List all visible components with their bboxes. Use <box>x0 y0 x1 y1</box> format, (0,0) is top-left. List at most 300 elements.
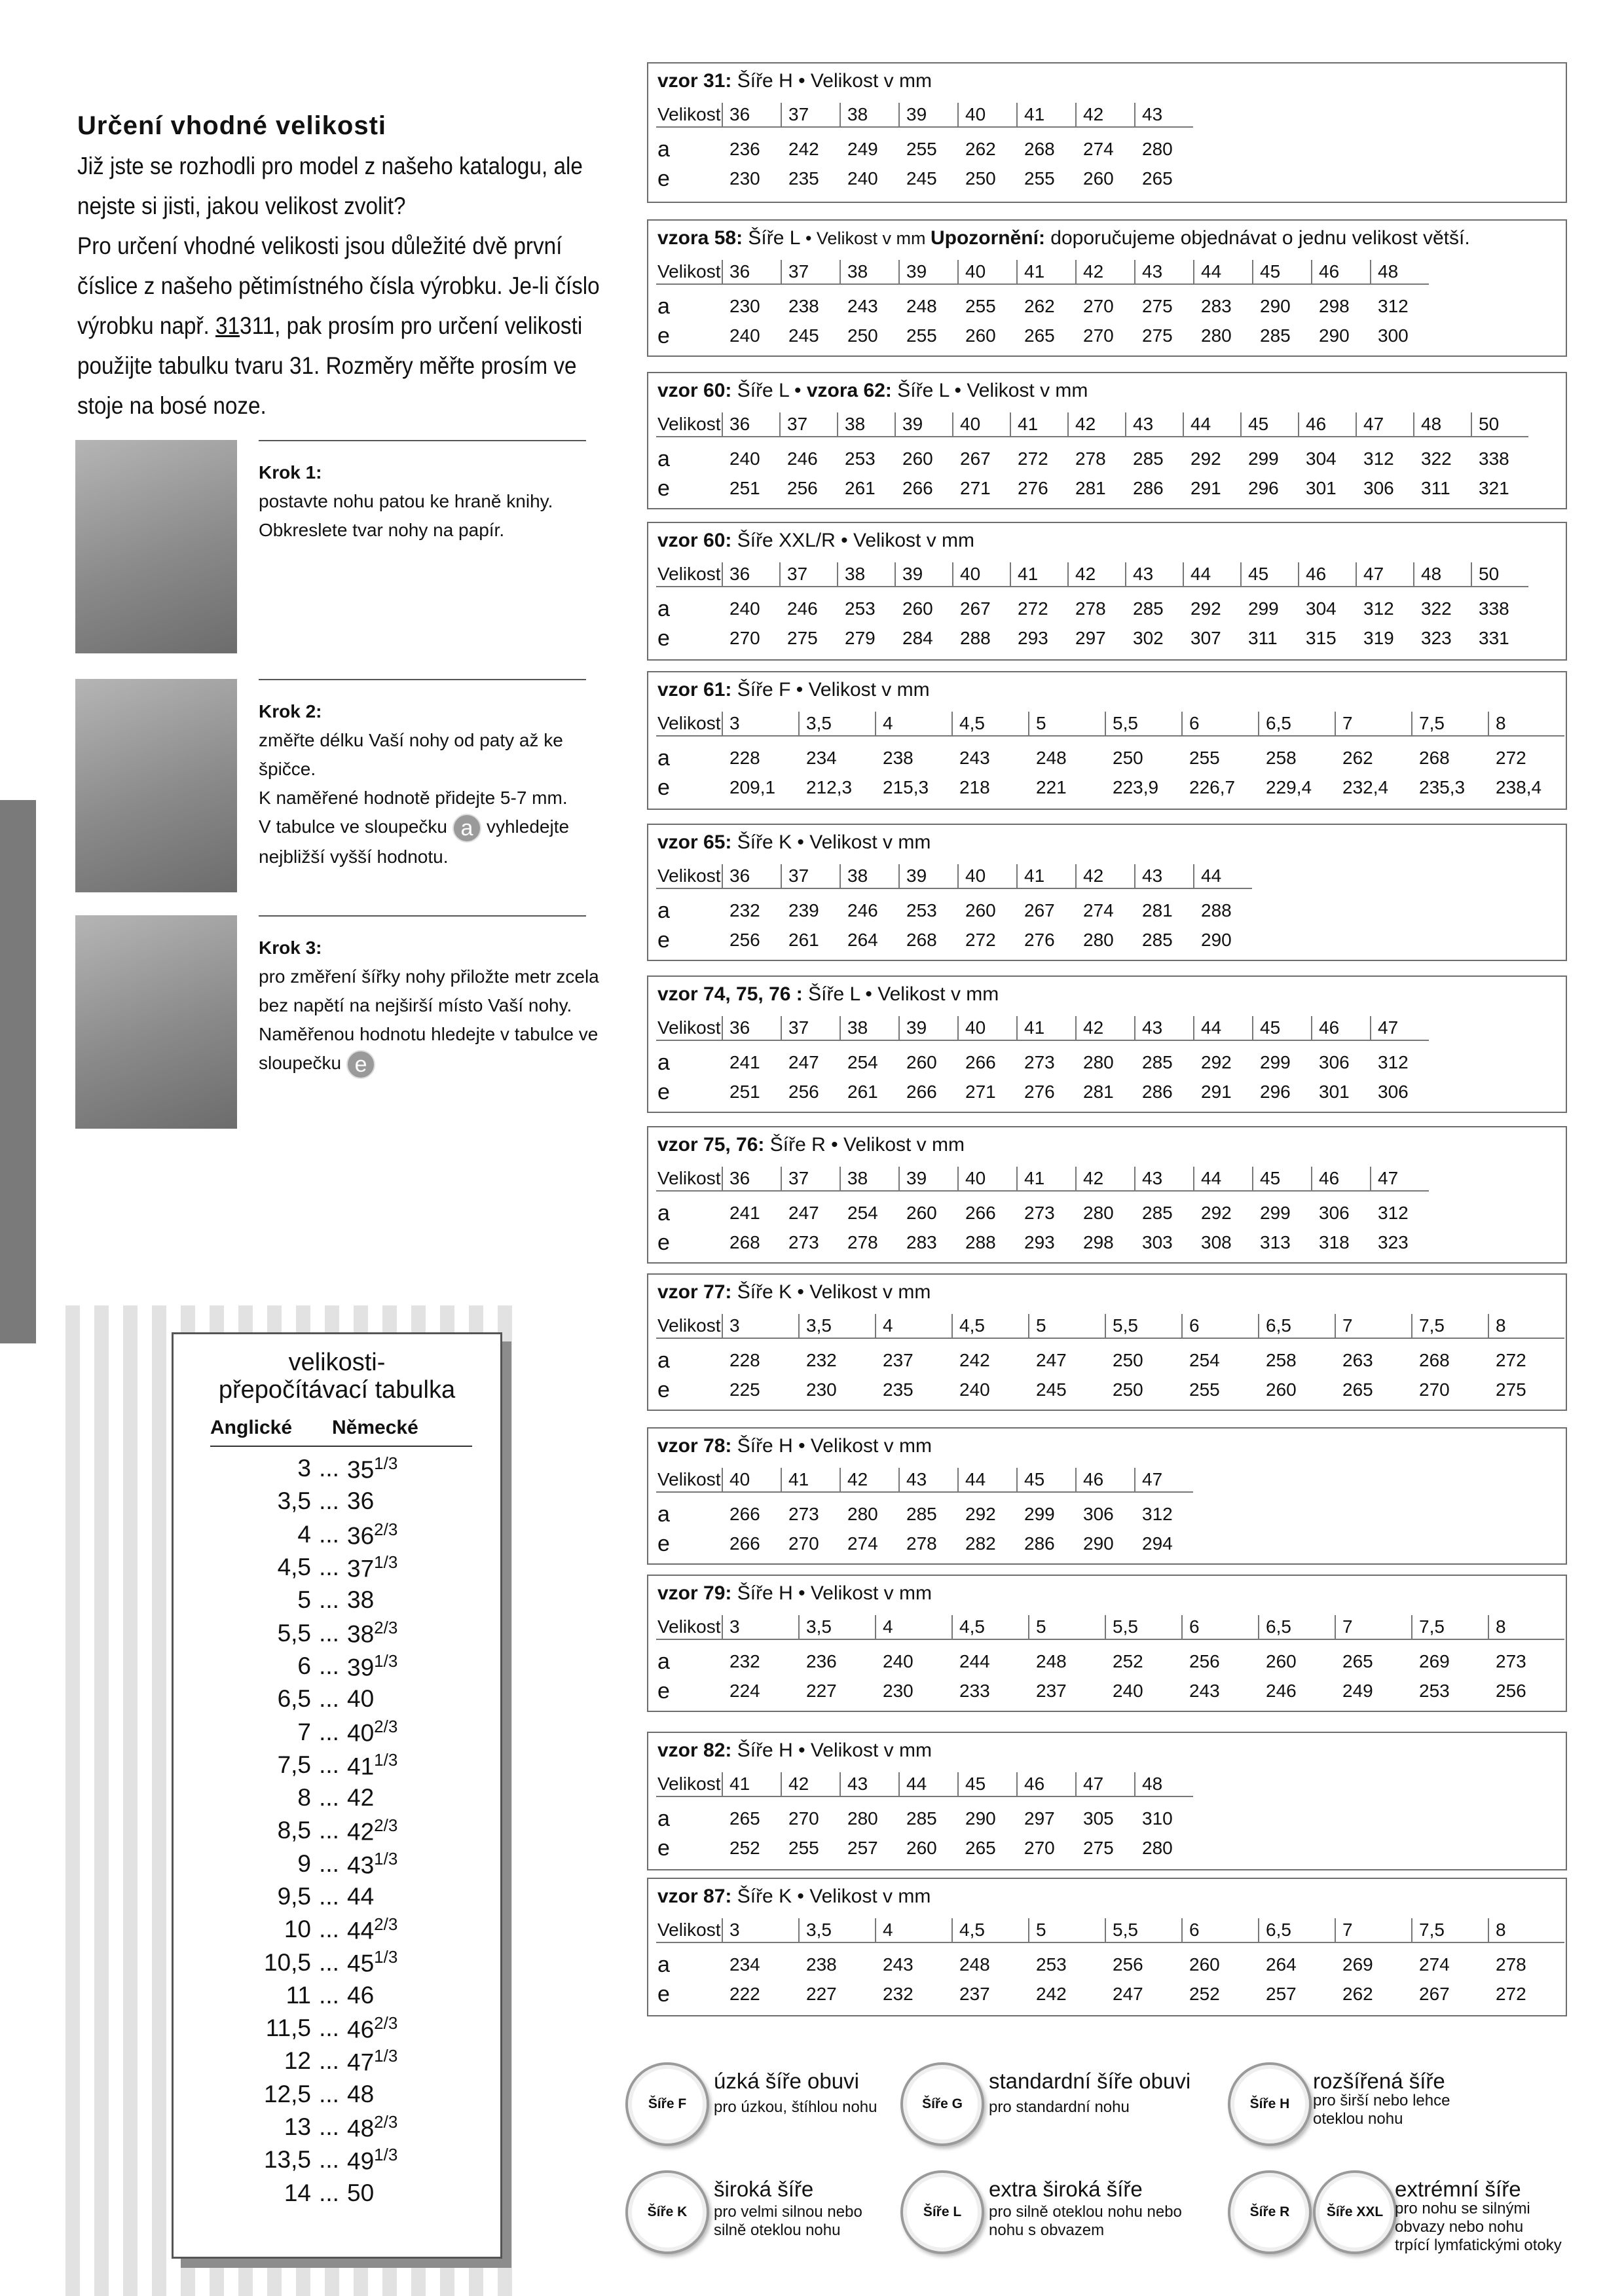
unit-label: • Velikost v mm <box>860 983 999 1005</box>
measure-cell: 271 <box>960 478 991 498</box>
size-cell: 41 <box>781 1468 840 1491</box>
model-label: vzora 62: <box>806 380 892 401</box>
measure-cell: 276 <box>1024 930 1055 950</box>
step-title: Krok 1: <box>259 462 322 483</box>
row-label: e <box>657 166 670 191</box>
size-cell: 46 <box>1311 260 1370 283</box>
dots: ... <box>319 2014 339 2042</box>
size-table <box>647 1427 1567 1565</box>
measure-cell: 291 <box>1190 478 1221 498</box>
row-label: e <box>657 927 670 953</box>
measure-cell: 290 <box>1083 1533 1114 1554</box>
german-size-value: 36 <box>347 1487 375 1515</box>
german-size-value: 40 <box>347 1719 375 1747</box>
measure-cell: 280 <box>1083 1052 1114 1072</box>
model-label: vzor 61: <box>657 679 732 701</box>
size-cell: 44 <box>1183 562 1240 586</box>
measure-cell: 242 <box>959 1350 990 1370</box>
measure-cell: 256 <box>1189 1651 1220 1671</box>
width-badge: Šíře R <box>1228 2170 1312 2254</box>
measure-cell: 237 <box>883 1350 913 1370</box>
width-label: Šíře L <box>731 380 789 401</box>
measure-cell: 266 <box>906 1082 937 1102</box>
measure-cell: 243 <box>959 748 990 768</box>
step-text: vyhledejte <box>486 816 570 837</box>
german-size-fraction: 1/3 <box>374 1947 398 1967</box>
width-label: Šíře H <box>731 1740 793 1761</box>
measure-cell: 248 <box>959 1954 990 1975</box>
row-label: a <box>657 446 670 471</box>
measure-cell: 299 <box>1260 1203 1291 1223</box>
size-header-row <box>656 712 1564 737</box>
english-size: 14 <box>284 2179 311 2206</box>
measure-cell: 209,1 <box>729 777 776 797</box>
german-size-value: 45 <box>347 1950 375 1977</box>
size-cell: 43 <box>840 1772 898 1796</box>
measure-cell: 238,4 <box>1496 777 1542 797</box>
unit-label: • Velikost v mm <box>949 380 1088 401</box>
german-size <box>347 1685 465 1713</box>
measure-cell: 290 <box>1319 325 1350 346</box>
german-size-fraction: 1/3 <box>374 1848 398 1868</box>
table-title <box>657 380 1088 402</box>
measure-cell: 315 <box>1306 628 1337 648</box>
german-size-fraction: 2/3 <box>374 1914 398 1935</box>
size-cell: 47 <box>1356 562 1413 586</box>
size-header-row <box>656 1918 1564 1943</box>
length-row-a <box>656 596 1528 621</box>
size-cell: 7 <box>1335 1615 1411 1639</box>
dots: ... <box>319 1850 339 1877</box>
size-cell: 40 <box>957 103 1016 126</box>
size-cell: 44 <box>898 1772 957 1796</box>
conversion-title <box>174 1349 500 1404</box>
measure-cell: 253 <box>1419 1681 1450 1701</box>
step-line: Obkreslete tvar nohy na papír. <box>259 520 505 540</box>
measure-cell: 244 <box>959 1651 990 1671</box>
size-cell: 50 <box>1471 562 1528 586</box>
measure-cell: 292 <box>1190 598 1221 619</box>
width-description-line: pro širší nebo lehce <box>1313 2092 1450 2109</box>
column-a-marker: a <box>452 814 481 843</box>
row-label: a <box>657 1806 670 1831</box>
english-size: 3,5 <box>277 1487 311 1515</box>
size-cell: 7,5 <box>1411 712 1488 735</box>
width-label: Šíře L <box>802 983 860 1005</box>
width-badge: Šíře H <box>1228 2062 1312 2146</box>
column-header-german: Německé <box>332 1417 418 1438</box>
size-cell: 42 <box>1075 864 1134 888</box>
measure-cell: 272 <box>1496 1350 1526 1370</box>
conversion-row <box>174 2177 500 2210</box>
width-row-e <box>656 1377 1564 1402</box>
measure-cell: 260 <box>902 598 933 619</box>
size-cell: 4,5 <box>951 1314 1028 1338</box>
size-table <box>647 1878 1567 2016</box>
intro-underlined-digits: 31 <box>215 312 240 339</box>
measure-cell: 261 <box>788 930 819 950</box>
measure-cell: 298 <box>1083 1232 1114 1252</box>
size-cell: 38 <box>837 412 895 436</box>
row-label: e <box>657 1678 670 1704</box>
measure-cell: 226,7 <box>1189 777 1236 797</box>
size-table <box>647 1126 1567 1264</box>
size-cell: 8 <box>1488 712 1564 735</box>
measure-cell: 286 <box>1024 1533 1055 1554</box>
row-label: Velikost <box>657 261 721 282</box>
german-size <box>347 1947 465 1977</box>
row-label: e <box>657 1981 670 2007</box>
size-cell: 40 <box>957 1167 1016 1190</box>
measure-cell: 266 <box>902 478 933 498</box>
measure-cell: 249 <box>1342 1681 1373 1701</box>
measure-cell: 272 <box>1018 598 1048 619</box>
conversion-header <box>210 1417 472 1447</box>
english-size: 8,5 <box>277 1817 311 1844</box>
english-size: 4,5 <box>277 1554 311 1581</box>
measure-cell: 267 <box>960 598 991 619</box>
measure-cell: 312 <box>1363 598 1394 619</box>
size-cell: 40 <box>957 864 1016 888</box>
row-label: Velikost <box>657 713 721 733</box>
size-cell: 5 <box>1028 1918 1105 1942</box>
size-cell: 5 <box>1028 1314 1105 1338</box>
intro-line: Pro určení vhodné velikosti jsou důležité dvě první <box>77 232 563 259</box>
measure-cell: 304 <box>1306 448 1337 469</box>
size-cell: 4,5 <box>951 1918 1028 1942</box>
unit-label: • Velikost v mm <box>792 1740 932 1761</box>
measure-cell: 307 <box>1190 628 1221 648</box>
step-2-text <box>259 697 599 871</box>
length-row-a <box>656 1649 1564 1674</box>
measure-cell: 280 <box>847 1504 878 1524</box>
german-size <box>347 2046 465 2076</box>
row-label: a <box>657 1952 670 1977</box>
measure-cell: 270 <box>1024 1838 1055 1858</box>
english-size: 10,5 <box>263 1948 311 1976</box>
measure-cell: 221 <box>1036 777 1067 797</box>
length-row-a <box>656 1806 1193 1831</box>
size-cell: 5 <box>1028 1615 1105 1639</box>
size-cell: 5,5 <box>1105 1314 1181 1338</box>
measure-cell: 251 <box>729 1082 760 1102</box>
measure-cell: 301 <box>1319 1082 1350 1102</box>
width-label: Šíře XXL/R <box>731 530 836 551</box>
size-cell: 42 <box>840 1468 898 1491</box>
width-label: Šíře L <box>891 380 950 401</box>
measure-cell: 236 <box>806 1651 837 1671</box>
row-label: e <box>657 625 670 651</box>
german-size-value: 50 <box>347 2179 375 2206</box>
size-cell: 36 <box>722 260 781 283</box>
english-size: 3 <box>297 1455 311 1482</box>
width-description <box>1313 2092 1450 2128</box>
unit-label: • Velikost v mm <box>792 831 931 853</box>
english-size: 6 <box>297 1652 311 1679</box>
width-description-line: pro úzkou, štíhlou nohu <box>714 2098 877 2116</box>
unit-label: • Velikost v mm <box>792 1435 932 1457</box>
size-cell: 44 <box>1193 1016 1252 1040</box>
row-label: a <box>657 898 670 923</box>
step-line: změřte délku Vaší nohy od paty až ke <box>259 730 563 750</box>
row-label: a <box>657 1200 670 1226</box>
conversion-row <box>174 1650 500 1683</box>
measure-cell: 243 <box>1189 1681 1220 1701</box>
measure-cell: 235 <box>788 168 819 189</box>
size-cell: 41 <box>1016 260 1075 283</box>
width-description-line: pro nohu se silnými <box>1395 2200 1530 2217</box>
size-cell: 3,5 <box>798 1615 875 1639</box>
measure-cell: 286 <box>1142 1082 1173 1102</box>
english-size: 9 <box>297 1850 311 1877</box>
measure-cell: 229,4 <box>1266 777 1312 797</box>
measure-cell: 240 <box>847 168 878 189</box>
size-cell: 43 <box>1134 864 1193 888</box>
title-separator: • <box>788 380 807 401</box>
table-title <box>657 1281 931 1303</box>
measure-cell: 255 <box>965 296 996 316</box>
conversion-row <box>174 2143 500 2176</box>
size-header-row <box>656 864 1252 889</box>
measure-cell: 268 <box>1024 139 1055 159</box>
measure-cell: 268 <box>729 1232 760 1252</box>
german-size-value: 46 <box>347 1981 375 2009</box>
english-size: 10 <box>284 1916 311 1943</box>
measure-cell: 240 <box>959 1379 990 1400</box>
size-cell: 44 <box>1183 412 1240 436</box>
step-1-text <box>259 458 599 545</box>
measure-cell: 245 <box>906 168 937 189</box>
size-cell: 5,5 <box>1105 712 1181 735</box>
size-cell: 46 <box>1311 1167 1370 1190</box>
measure-cell: 234 <box>806 748 837 768</box>
measure-cell: 254 <box>1189 1350 1220 1370</box>
size-cell: 39 <box>898 864 957 888</box>
size-cell: 5,5 <box>1105 1615 1181 1639</box>
table-title <box>657 831 931 854</box>
measure-cell: 285 <box>1260 325 1291 346</box>
width-row-e <box>656 775 1564 800</box>
row-label: e <box>657 1835 670 1861</box>
size-cell: 40 <box>952 412 1010 436</box>
size-table <box>647 62 1567 203</box>
size-cell: 37 <box>781 260 840 283</box>
width-row-e <box>656 1982 1564 2007</box>
measure-cell: 246 <box>787 448 818 469</box>
width-title: úzká šíře obuvi <box>714 2069 859 2093</box>
dots: ... <box>319 1652 339 1679</box>
measure-cell: 230 <box>729 296 760 316</box>
measure-cell: 240 <box>1113 1681 1143 1701</box>
size-cell: 43 <box>1134 1167 1193 1190</box>
measure-cell: 305 <box>1083 1808 1114 1829</box>
row-label: a <box>657 293 670 319</box>
german-size-fraction: 2/3 <box>374 1519 398 1539</box>
width-label: Šíře H <box>731 70 793 92</box>
english-size: 8 <box>297 1784 311 1812</box>
size-cell: 3 <box>722 1918 798 1942</box>
model-label: vzor 79: <box>657 1582 732 1604</box>
german-size-fraction: 1/3 <box>374 1650 398 1671</box>
row-label: Velikost <box>657 1920 721 1940</box>
width-description <box>1395 2200 1562 2255</box>
side-tab <box>0 800 36 1343</box>
size-cell: 38 <box>840 864 898 888</box>
conversion-row <box>174 1880 500 1913</box>
size-cell: 7,5 <box>1411 1314 1488 1338</box>
measure-cell: 261 <box>845 478 876 498</box>
measure-cell: 238 <box>806 1954 837 1975</box>
measure-cell: 265 <box>1024 325 1055 346</box>
measure-cell: 306 <box>1363 478 1394 498</box>
model-label: vzor 87: <box>657 1886 732 1907</box>
measure-cell: 242 <box>788 139 819 159</box>
step-line: bez napětí na nejširší místo Vaší nohy. <box>259 995 572 1015</box>
row-label: Velikost <box>657 564 721 584</box>
measure-cell: 243 <box>883 1954 913 1975</box>
measure-cell: 243 <box>847 296 878 316</box>
size-table <box>647 824 1567 961</box>
measure-cell: 267 <box>960 448 991 469</box>
width-description <box>989 2203 1182 2240</box>
size-cell: 42 <box>1067 562 1125 586</box>
step-text: V tabulce ve sloupečku <box>259 816 447 837</box>
size-cell: 41 <box>722 1772 781 1796</box>
german-size <box>347 1651 465 1681</box>
english-size: 11,5 <box>265 2014 311 2042</box>
size-cell: 6 <box>1181 1918 1258 1942</box>
step-line: K naměřené hodnotě přidejte 5-7 mm. <box>259 788 568 808</box>
size-cell: 48 <box>1134 1772 1193 1796</box>
intro-line: nejste si jisti, jakou velikost zvolit? <box>77 192 406 219</box>
dots: ... <box>319 1751 339 1778</box>
german-size-value: 36 <box>347 1522 375 1549</box>
table-title <box>657 1435 932 1457</box>
table-title <box>657 70 932 92</box>
size-cell: 45 <box>957 1772 1016 1796</box>
length-row-a <box>656 1201 1429 1226</box>
measure-cell: 285 <box>1133 448 1164 469</box>
size-cell: 8 <box>1488 1314 1564 1338</box>
measure-cell: 280 <box>1201 325 1232 346</box>
table-title <box>657 1740 932 1762</box>
conversion-row <box>174 2078 500 2111</box>
measure-cell: 282 <box>965 1533 996 1554</box>
conversion-rows <box>174 1452 500 2210</box>
size-cell: 7 <box>1335 1918 1411 1942</box>
model-label: vzor 65: <box>657 831 732 853</box>
measure-cell: 260 <box>965 900 996 920</box>
step-line: nejbližší vyšší hodnotu. <box>259 846 449 867</box>
model-label: vzora 58: <box>657 227 743 249</box>
size-header-row <box>656 1016 1429 1041</box>
length-row-a <box>656 1348 1564 1373</box>
width-description-line: trpící lymfatickými otoky <box>1395 2236 1562 2254</box>
measure-cell: 306 <box>1083 1504 1114 1524</box>
dots: ... <box>319 1586 339 1614</box>
measure-cell: 270 <box>1419 1379 1450 1400</box>
measure-cell: 280 <box>847 1808 878 1829</box>
model-label: vzor 82: <box>657 1740 732 1761</box>
german-size-value: 49 <box>347 2147 375 2175</box>
german-size <box>347 1520 465 1550</box>
measure-cell: 256 <box>788 1082 819 1102</box>
measure-cell: 252 <box>729 1838 760 1858</box>
measure-cell: 288 <box>1201 900 1232 920</box>
measure-cell: 248 <box>1036 748 1067 768</box>
row-label: a <box>657 1649 670 1674</box>
size-cell: 45 <box>1240 412 1298 436</box>
measure-cell: 322 <box>1421 598 1452 619</box>
size-cell: 47 <box>1134 1468 1193 1491</box>
column-header-english: Anglické <box>210 1417 293 1438</box>
length-row-a <box>656 898 1252 923</box>
measure-cell: 260 <box>1083 168 1114 189</box>
measure-cell: 271 <box>965 1082 996 1102</box>
german-size-value: 39 <box>347 1654 375 1681</box>
size-table <box>647 522 1567 661</box>
measure-cell: 250 <box>1113 1350 1143 1370</box>
measure-cell: 267 <box>1024 900 1055 920</box>
german-size-value: 48 <box>347 2080 375 2107</box>
step-line: špičce. <box>259 759 316 779</box>
measure-cell: 262 <box>1024 296 1055 316</box>
german-size-value: 43 <box>347 1851 375 1878</box>
dots: ... <box>319 1817 339 1844</box>
size-cell: 37 <box>779 562 837 586</box>
measure-cell: 255 <box>906 139 937 159</box>
size-cell: 4,5 <box>951 712 1028 735</box>
row-label: Velikost <box>657 1315 721 1336</box>
german-size-value: 38 <box>347 1620 375 1648</box>
english-size: 5 <box>297 1586 311 1614</box>
size-cell: 5 <box>1028 712 1105 735</box>
measure-cell: 312 <box>1363 448 1394 469</box>
size-cell: 45 <box>1252 260 1311 283</box>
length-row-a <box>656 294 1429 319</box>
size-cell: 37 <box>779 412 837 436</box>
size-cell: 50 <box>1471 412 1528 436</box>
german-size <box>347 1784 465 1812</box>
measure-cell: 247 <box>788 1052 819 1072</box>
size-cell: 43 <box>1134 103 1193 126</box>
length-row-a <box>656 137 1193 162</box>
dots: ... <box>319 1883 339 1910</box>
measure-cell: 266 <box>965 1052 996 1072</box>
measure-cell: 215,3 <box>883 777 929 797</box>
model-label: vzor 77: <box>657 1281 732 1303</box>
size-cell: 3,5 <box>798 712 875 735</box>
width-description <box>989 2098 1130 2117</box>
width-label: Šíře H <box>731 1582 793 1604</box>
measure-cell: 301 <box>1306 478 1337 498</box>
german-size-value: 48 <box>347 2115 375 2142</box>
size-cell: 41 <box>1016 1016 1075 1040</box>
intro-line: použijte tabulku tvaru 31. Rozměry měřte prosím ve <box>77 352 577 379</box>
table-title <box>657 1582 932 1605</box>
row-label: a <box>657 136 670 162</box>
measure-cell: 265 <box>729 1808 760 1829</box>
measure-cell: 264 <box>1266 1954 1297 1975</box>
step-title: Krok 2: <box>259 701 322 721</box>
size-cell: 46 <box>1298 412 1356 436</box>
measure-cell: 285 <box>1142 1203 1173 1223</box>
dots: ... <box>319 1455 339 1482</box>
measure-cell: 248 <box>906 296 937 316</box>
width-badge: Šíře G <box>900 2062 984 2146</box>
measure-cell: 273 <box>1496 1651 1526 1671</box>
measure-cell: 264 <box>847 930 878 950</box>
